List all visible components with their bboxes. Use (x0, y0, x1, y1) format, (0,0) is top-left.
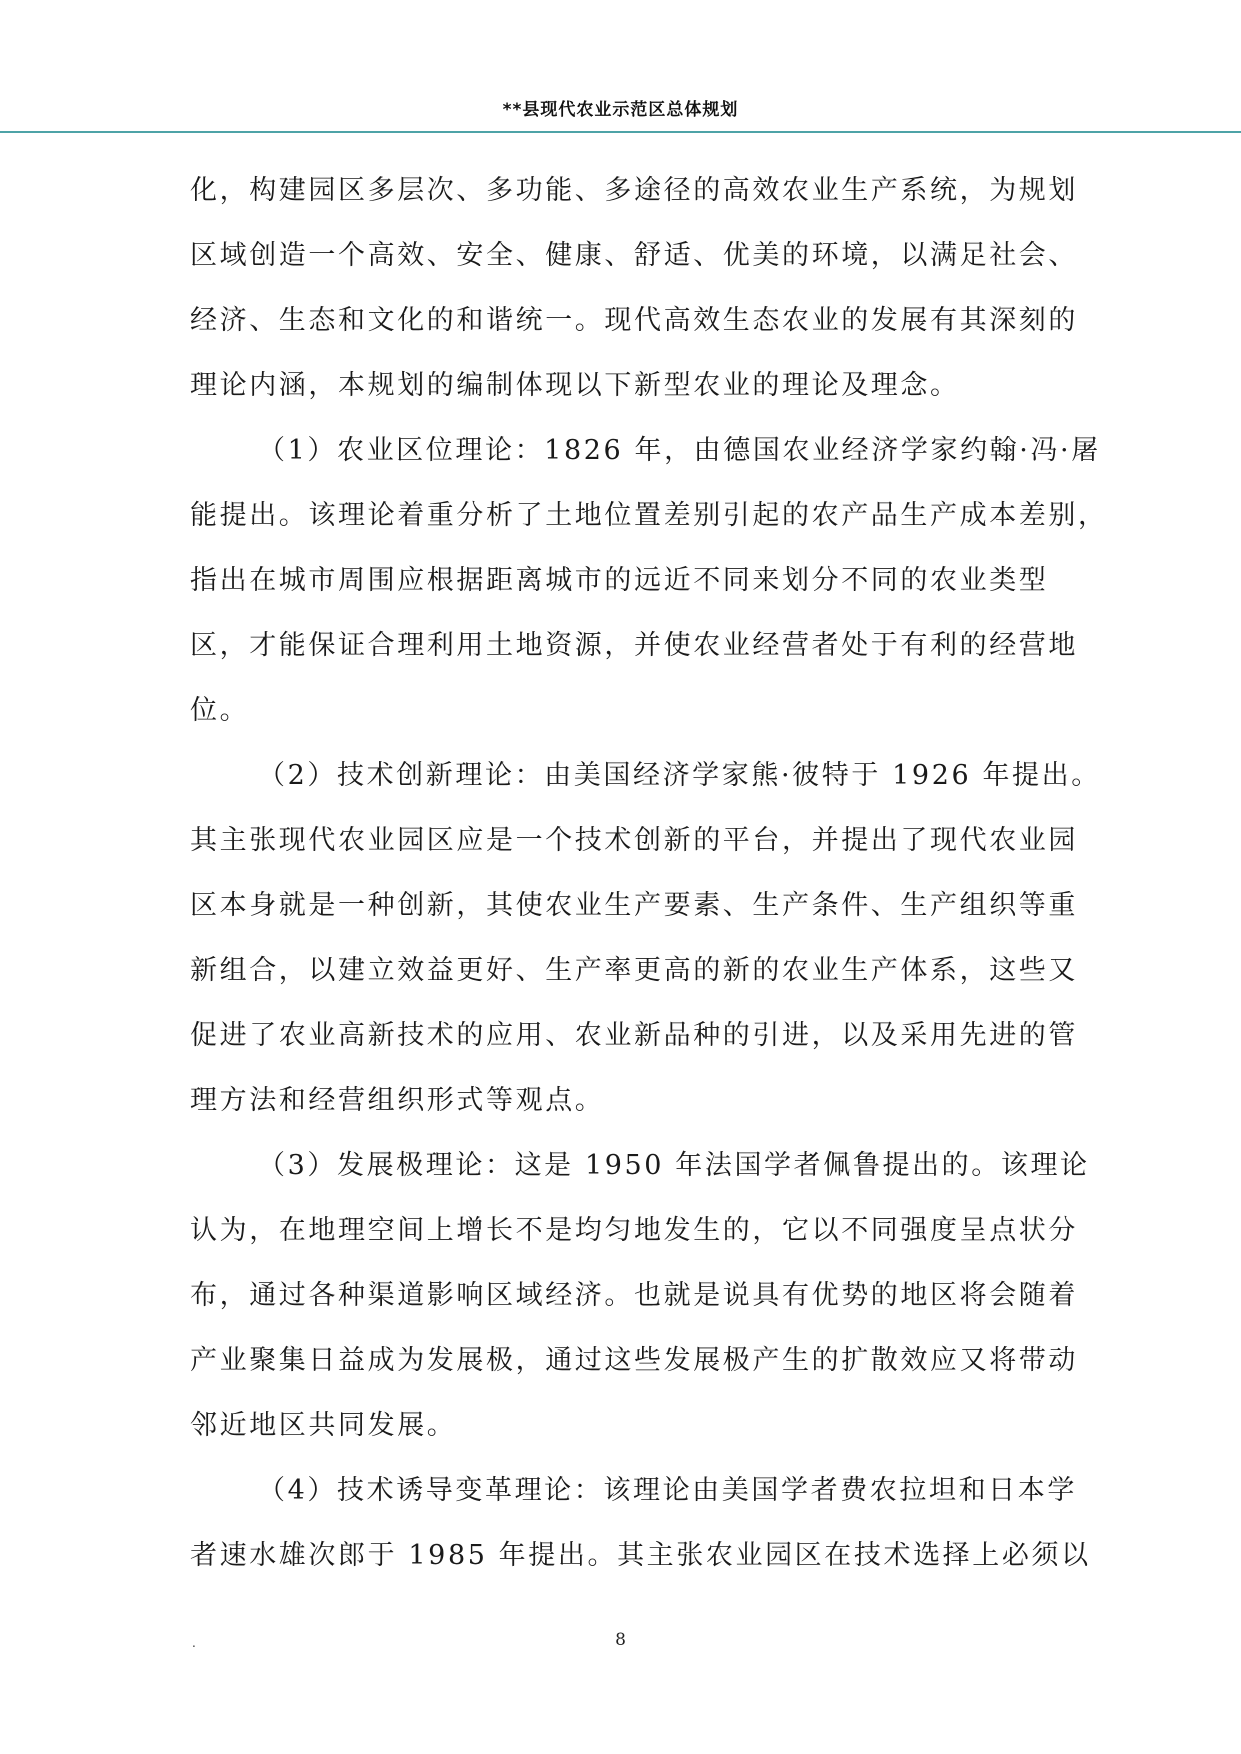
text-line: 邻近地区共同发展。 (190, 1410, 457, 1441)
text-line: 其主张现代农业园区应是一个技术创新的平台，并提出了现代农业园 (190, 825, 1078, 856)
text-line: （3）发展极理论：这是 1950 年法国学者佩鲁提出的。该理论 (258, 1150, 1090, 1181)
paragraph-location-theory (190, 418, 1108, 743)
paragraph-innovation-theory (190, 743, 1101, 1133)
footer-dot: . (192, 1636, 196, 1650)
text-line: 理论内涵，本规划的编制体现以下新型农业的理论及理念。 (190, 370, 960, 401)
text-line: （2）技术创新理论：由美国经济学家熊·彼特于 1926 年提出。 (258, 760, 1101, 791)
text-line: 布，通过各种渠道影响区域经济。也就是说具有优势的地区将会随着 (190, 1280, 1078, 1311)
text-line: 者速水雄次郎于 1985 年提出。其主张农业园区在技术选择上必须以 (190, 1540, 1091, 1571)
text-line: 经济、生态和文化的和谐统一。现代高效生态农业的发展有其深刻的 (190, 305, 1078, 336)
text-line: （1）农业区位理论：1826 年，由德国农业经济学家约翰·冯·屠 (258, 435, 1101, 466)
paragraph-induced-innovation-theory (190, 1458, 1091, 1588)
text-line: 促进了农业高新技术的应用、农业新品种的引进，以及采用先进的管 (190, 1020, 1078, 1051)
page-number: 8 (615, 1630, 626, 1650)
paragraph-intro-continued (190, 158, 1078, 418)
paragraph-growth-pole-theory (190, 1133, 1090, 1458)
text-line: 能提出。该理论着重分析了土地位置差别引起的农产品生产成本差别， (190, 500, 1108, 531)
text-line: 产业聚集日益成为发展极，通过这些发展极产生的扩散效应又将带动 (190, 1345, 1078, 1376)
text-line: 认为，在地理空间上增长不是均匀地发生的，它以不同强度呈点状分 (190, 1215, 1078, 1246)
header-divider (0, 131, 1241, 133)
document-body (190, 158, 1108, 1588)
text-line: 区域创造一个高效、安全、健康、舒适、优美的环境，以满足社会、 (190, 240, 1078, 271)
text-line: 理方法和经营组织形式等观点。 (190, 1085, 605, 1116)
text-line: （4）技术诱导变革理论：该理论由美国学者费农拉坦和日本学 (258, 1475, 1077, 1506)
text-line: 化，构建园区多层次、多功能、多途径的高效农业生产系统，为规划 (190, 175, 1078, 206)
text-line: 指出在城市周围应根据距离城市的远近不同来划分不同的农业类型 (190, 565, 1049, 596)
text-line: 新组合，以建立效益更好、生产率更高的新的农业生产体系，这些又 (190, 955, 1078, 986)
text-line: 区本身就是一种创新，其使农业生产要素、生产条件、生产组织等重 (190, 890, 1078, 921)
running-header-title: **县现代农业示范区总体规划 (502, 100, 739, 120)
text-line: 位。 (190, 695, 250, 726)
text-line: 区，才能保证合理利用土地资源，并使农业经营者处于有利的经营地 (190, 630, 1078, 661)
